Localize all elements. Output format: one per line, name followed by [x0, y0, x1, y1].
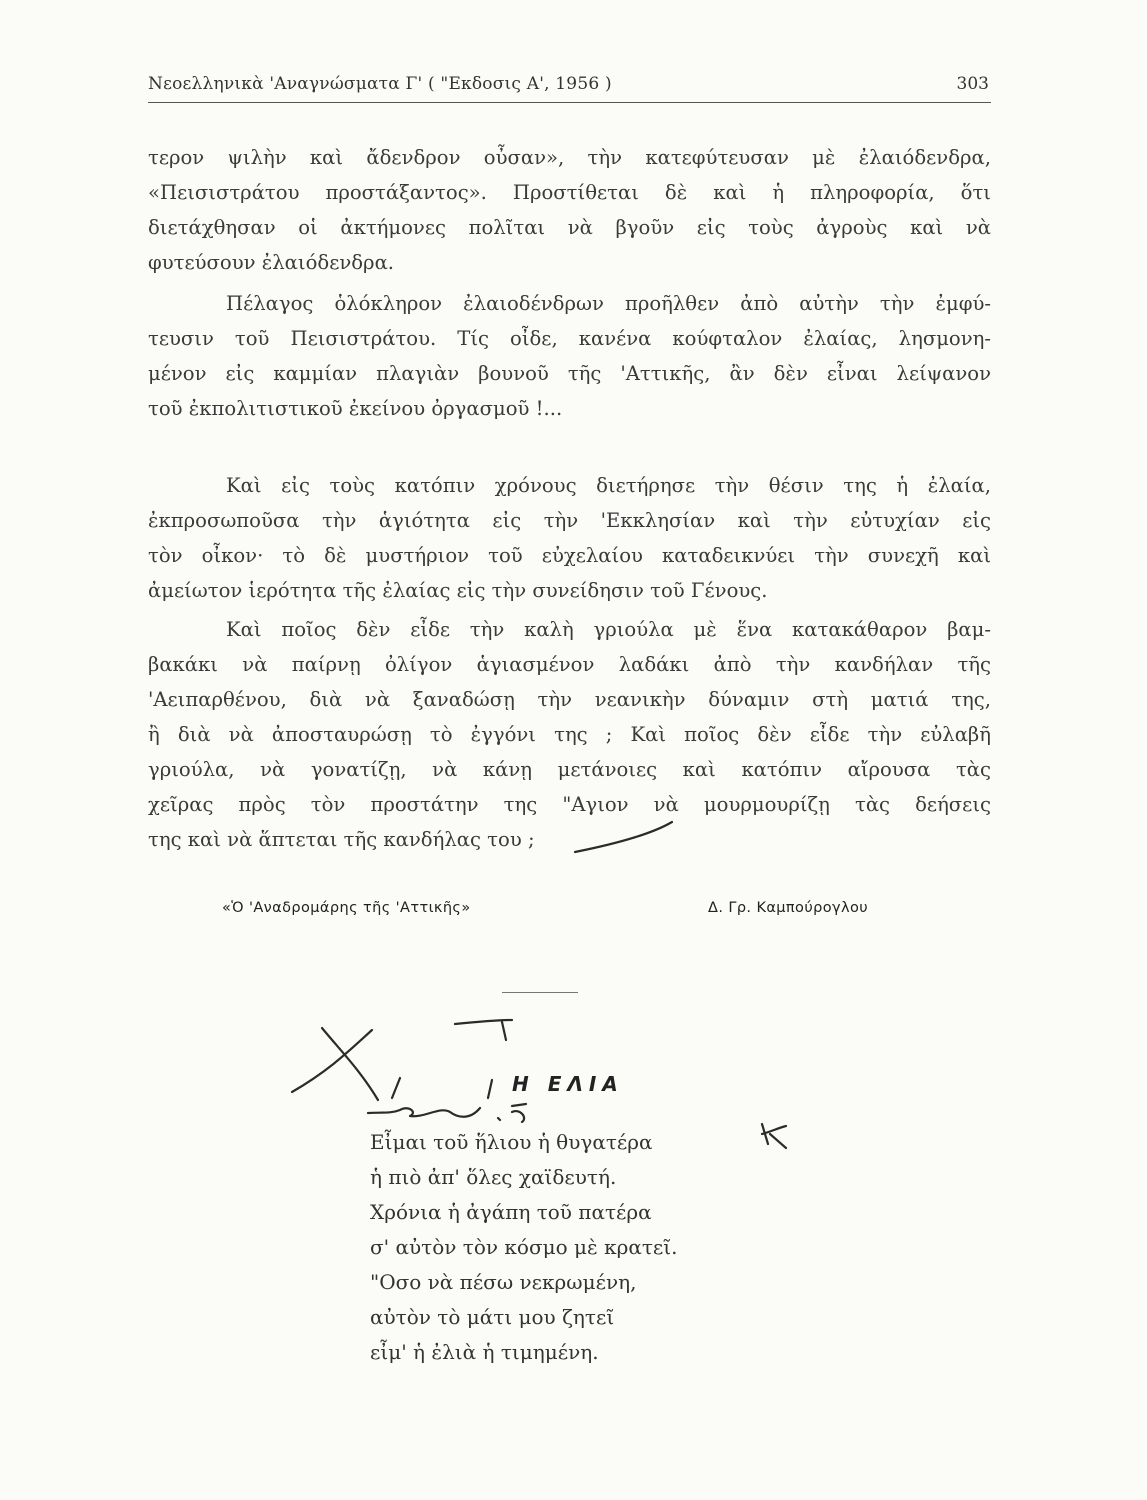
text-line: τοῦ ἐκπολιτιστικοῦ ἐκείνου ὀργασμοῦ !... — [148, 397, 563, 420]
scribble-signature — [368, 1104, 526, 1122]
poem-line: εἶμ' ἡ ἐλιὰ ἡ τιμημένη. — [370, 1340, 599, 1364]
text-line: τερον ψιλὴν καὶ ἄδενδρον οὖσαν», τὴν κατεφύτευσαν μὲ ἐλαιόδενδρα, — [148, 146, 991, 169]
slash-mark — [392, 1078, 400, 1098]
big-x-mark-stroke — [292, 1030, 372, 1092]
section-divider — [502, 992, 578, 993]
text-line: της καὶ νὰ ἅπτεται τῆς κανδήλας του ; — [148, 828, 535, 851]
poem-line: αὐτὸν τὸ μάτι μου ζητεῖ — [370, 1305, 615, 1329]
text-line: φυτεύσουν ἐλαιόδενδρα. — [148, 251, 395, 274]
poem-title: Η ΕΛΙΑ — [512, 1072, 624, 1096]
text-line: γριούλα, νὰ γονατίζῃ, νὰ κάνῃ μετάνοιες καὶ κατόπιν αἴρουσα τὰς — [148, 758, 991, 781]
text-line: ἢ διὰ νὰ ἀποσταυρώσῃ τὸ ἐγγόνι της ; Καὶ ποῖος δὲν εἶδε τὴν εὐλαβῆ — [148, 723, 991, 746]
text-line: διετάχθησαν οἱ ἀκτήμονες πολῖται νὰ βγοῦν εἰς τοὺς ἀγροὺς καὶ νὰ — [148, 216, 991, 239]
page-number: 303 — [956, 74, 989, 94]
poem-line: Χρόνια ἡ ἀγάπη τοῦ πατέρα — [370, 1200, 652, 1224]
slash-mark-2 — [488, 1080, 492, 1098]
paragraph-2 — [148, 286, 991, 426]
text-line: «Πεισιστράτου προστάξαντος». Προστίθεται δὲ καὶ ἡ πληροφορία, ὅτι — [148, 181, 991, 204]
k-mark — [762, 1124, 786, 1148]
text-line: ἀμείωτον ἱερότητα τῆς ἐλαίας εἰς τὴν συνείδησιν τοῦ Γένους. — [148, 579, 768, 602]
poem-line: σ' αὐτὸν τὸν κόσμο μὲ κρατεῖ. — [370, 1235, 678, 1259]
t-mark — [455, 1020, 512, 1040]
text-line: χεῖρας πρὸς τὸν προστάτην της "Αγιον νὰ μουρμουρίζῃ τὰς δεήσεις — [148, 793, 991, 816]
text-line: τὸν οἶκον· τὸ δὲ μυστήριον τοῦ εὐχελαίου καταδεικνύει τὴν συνεχῆ καὶ — [148, 544, 991, 567]
paragraph-4 — [148, 612, 991, 857]
poem-line: "Οσο νὰ πέσω νεκρωμένη, — [370, 1270, 637, 1294]
text-line: μένον εἰς καμμίαν πλαγιὰν βουνοῦ τῆς 'Αττικῆς, ἂν δὲν εἶναι λείψανον — [148, 362, 991, 385]
running-title: Νεοελληνικὰ 'Αναγνώσματα Γ' ( "Εκδοσις Α', 1956 ) — [148, 74, 612, 94]
text-line: Καὶ ποῖος δὲν εἶδε τὴν καλὴ γριούλα μὲ ἕνα κατακάθαρον βαμ- — [226, 618, 991, 641]
text-line: βακάκι νὰ παίρνῃ ὀλίγον ἁγιασμένον λαδάκι ἀπὸ τὴν κανδήλαν τῆς — [148, 653, 991, 676]
text-line: τευσιν τοῦ Πεισιστράτου. Τίς οἶδε, κανένα κούφταλον ἐλαίας, λησμονη- — [148, 327, 991, 350]
running-header — [148, 68, 991, 103]
source-work: «Ὁ 'Αναδρομάρης τῆς 'Αττικῆς» — [222, 900, 471, 916]
poem-line: ἡ πιὸ ἀπ' ὅλες χαϊδευτή. — [370, 1165, 617, 1189]
big-x-mark — [322, 1028, 378, 1100]
text-line: Καὶ εἰς τοὺς κατόπιν χρόνους διετήρησε τὴν θέσιν της ἡ ἐλαία, — [226, 474, 991, 497]
text-line: Πέλαγος ὁλόκληρον ἐλαιοδένδρων προῆλθεν ἀπὸ αὐτὴν τὴν ἐμφύ- — [226, 292, 991, 315]
paragraph-3 — [148, 468, 991, 608]
paragraph-1 — [148, 140, 991, 280]
poem-line: Εἶμαι τοῦ ἥλιου ἡ θυγατέρα — [370, 1130, 653, 1154]
poem — [370, 1124, 677, 1369]
source-author: Δ. Γρ. Καμπούρογλου — [708, 900, 869, 916]
text-line: ἐκπροσωποῦσα τὴν ἁγιότητα εἰς τὴν 'Εκκλησίαν καὶ τὴν εὐτυχίαν εἰς — [148, 509, 991, 532]
text-line: 'Αειπαρθένου, διὰ νὰ ξαναδώσῃ τὴν νεανικὴν δύναμιν στὴ ματιά της, — [148, 688, 991, 711]
